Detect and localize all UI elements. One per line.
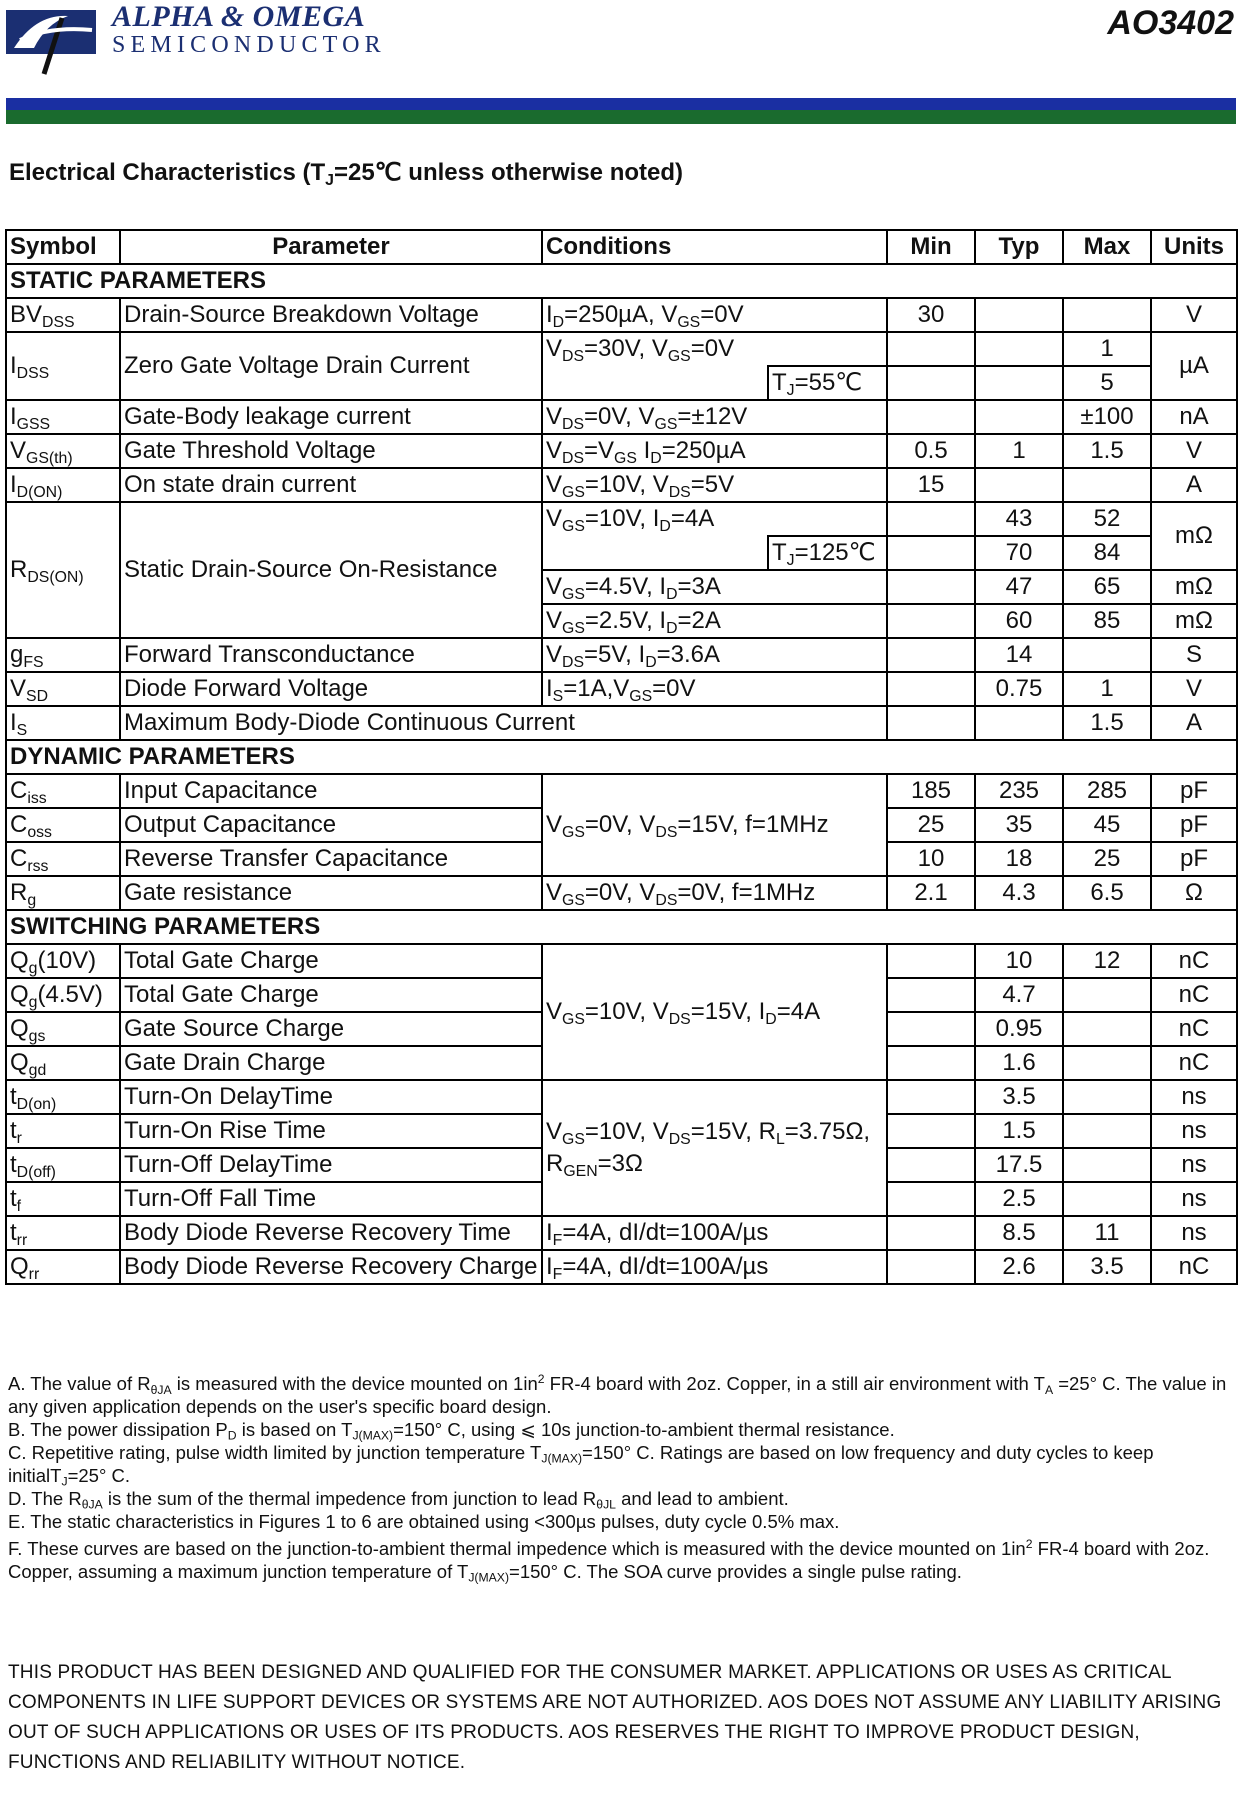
table-row: [6, 1250, 1237, 1284]
max-cell: [1063, 1012, 1151, 1046]
max-cell: [1063, 468, 1151, 502]
conditions-cell: $V_{GS}=4.5V$, $I_D=3A$: [542, 570, 887, 604]
parameter-cell: Gate Source Charge: [120, 1012, 542, 1046]
disclaimer: [8, 1658, 1234, 1778]
typ-cell: [975, 706, 1063, 740]
symbol-cell: $Q_{gs}$: [6, 1012, 120, 1046]
typ-cell: 1.6: [975, 1046, 1063, 1080]
symbol-cell: $Q_g(4.5V)$: [6, 978, 120, 1012]
note-d: D. The $R_{\theta JA}$ is the sum of the thermal impedence from junction to lead $R_{\theta JL}$ and lead to ambient.: [8, 1488, 789, 1512]
min-cell: 10: [887, 842, 975, 876]
parameter-cell: Drain-Source Breakdown Voltage: [120, 298, 542, 332]
conditions-cell: $I_D=250\mu A$, $V_{GS}=0V$: [542, 298, 887, 332]
unit-cell: pF: [1151, 774, 1237, 808]
typ-cell: 10: [975, 944, 1063, 978]
min-cell: [887, 1080, 975, 1114]
note-b: B. The power dissipation $P_D$ is based on $T_{J(MAX)}=150^\circ$ C, using ⩽ 10s junction-to-ambient thermal resistance.: [8, 1419, 895, 1443]
symbol-cell: $V_{SD}$: [6, 672, 120, 706]
table-row: [6, 1080, 1237, 1114]
table-row: [6, 876, 1237, 910]
max-cell: 45: [1063, 808, 1151, 842]
symbol-cell: $C_{rss}$: [6, 842, 120, 876]
conditions-cell: $V_{GS}=2.5V$, $I_D=2A$: [542, 604, 887, 638]
symbol-cell: $Q_{rr}$: [6, 1250, 120, 1284]
max-cell: 5: [1063, 366, 1151, 400]
conditions-cell-blank: [542, 536, 768, 570]
conditions-cell: $I_F=4A$, dI/dt=100A/µs: [542, 1250, 887, 1284]
note-f: F. These curves are based on the junction-to-ambient thermal impedence which is measured with the device mounted on $1in^2$ FR-4 board with 2oz. Copper, assuming a maximum junction temperature of $T_{J(MAX)}=150^\circ$ C. The SOA curve provides a single pulse rating.: [8, 1537, 1210, 1585]
header-max: Max: [1063, 230, 1151, 264]
typ-cell: 1: [975, 434, 1063, 468]
symbol-cell: $Q_{gd}$: [6, 1046, 120, 1080]
disclaimer-line: OUT OF SUCH APPLICATIONS OR USES OF ITS PRODUCTS. AOS RESERVES THE RIGHT TO IMPROVE PRODUCT DESIGN,: [8, 1722, 1140, 1743]
symbol-cell: $C_{oss}$: [6, 808, 120, 842]
max-cell: 12: [1063, 944, 1151, 978]
typ-cell: 235: [975, 774, 1063, 808]
max-cell: 84: [1063, 536, 1151, 570]
max-cell: 6.5: [1063, 876, 1151, 910]
max-cell: 25: [1063, 842, 1151, 876]
typ-cell: 18: [975, 842, 1063, 876]
typ-cell: 60: [975, 604, 1063, 638]
max-cell: 1.5: [1063, 434, 1151, 468]
conditions-cell: $V_{GS}=10V$, $V_{DS}=5V$: [542, 468, 887, 502]
min-cell: [887, 638, 975, 672]
table-row: [6, 638, 1237, 672]
min-cell: [887, 1182, 975, 1216]
parameter-cell: Turn-Off Fall Time: [120, 1182, 542, 1216]
max-cell: [1063, 298, 1151, 332]
header-units: Units: [1151, 230, 1237, 264]
section-dynamic: DYNAMIC PARAMETERS: [6, 740, 1237, 774]
table-row: [6, 468, 1237, 502]
max-cell: 65: [1063, 570, 1151, 604]
symbol-cell: $R_{DS(ON)}$: [6, 502, 120, 638]
min-cell: [887, 332, 975, 366]
typ-cell: 2.5: [975, 1182, 1063, 1216]
typ-cell: 3.5: [975, 1080, 1063, 1114]
unit-cell: ns: [1151, 1148, 1237, 1182]
max-cell: 85: [1063, 604, 1151, 638]
conditions-cell: $V_{GS}=0V$, $V_{DS}=15V$, f=1MHz: [542, 774, 887, 876]
typ-cell: 0.95: [975, 1012, 1063, 1046]
unit-cell: nC: [1151, 1012, 1237, 1046]
max-cell: [1063, 1182, 1151, 1216]
conditions-cell: $V_{DS}=5V$, $I_D=3.6A$: [542, 638, 887, 672]
note-e: E. The static characteristics in Figures 1 to 6 are obtained using <300µs pulses, duty cycle 0.5% max.: [8, 1511, 840, 1533]
min-cell: [887, 978, 975, 1012]
typ-cell: 70: [975, 536, 1063, 570]
unit-cell: V: [1151, 434, 1237, 468]
unit-cell: A: [1151, 468, 1237, 502]
max-cell: 1: [1063, 332, 1151, 366]
symbol-cell: $I_{GSS}$: [6, 400, 120, 434]
section-row: [6, 264, 1237, 298]
min-cell: [887, 536, 975, 570]
parameter-cell: Input Capacitance: [120, 774, 542, 808]
footnotes: [8, 1368, 1234, 1583]
conditions-cell: $V_{GS}=10V$, $V_{DS}=15V$, $I_D=4A$: [542, 944, 887, 1080]
unit-cell: pF: [1151, 842, 1237, 876]
max-cell: ±100: [1063, 400, 1151, 434]
table-row: [6, 298, 1237, 332]
unit-cell: mΩ: [1151, 502, 1237, 570]
table-row: [6, 774, 1237, 808]
typ-cell: [975, 468, 1063, 502]
parameter-cell: Maximum Body-Diode Continuous Current: [120, 706, 887, 740]
table-row: [6, 434, 1237, 468]
min-cell: [887, 1148, 975, 1182]
table-row: [6, 706, 1237, 740]
unit-cell: S: [1151, 638, 1237, 672]
max-cell: [1063, 1114, 1151, 1148]
symbol-cell: $V_{GS(th)}$: [6, 434, 120, 468]
typ-cell: 43: [975, 502, 1063, 536]
parameter-cell: Gate Drain Charge: [120, 1046, 542, 1080]
typ-cell: 4.7: [975, 978, 1063, 1012]
disclaimer-line: THIS PRODUCT HAS BEEN DESIGNED AND QUALIFIED FOR THE CONSUMER MARKET. APPLICATIONS OR USES AS CRITICAL: [8, 1662, 1172, 1683]
parameter-cell: Body Diode Reverse Recovery Time: [120, 1216, 542, 1250]
symbol-cell: $I_{DSS}$: [6, 332, 120, 400]
max-cell: [1063, 638, 1151, 672]
section-static: STATIC PARAMETERS: [6, 264, 1237, 298]
unit-cell: ns: [1151, 1216, 1237, 1250]
max-cell: 1: [1063, 672, 1151, 706]
table-header-row: [6, 230, 1237, 264]
header-parameter: Parameter: [120, 230, 542, 264]
header-band-green: [6, 110, 1236, 124]
unit-cell: mΩ: [1151, 570, 1237, 604]
parameter-cell: Gate Threshold Voltage: [120, 434, 542, 468]
min-cell: [887, 672, 975, 706]
header-band-blue: [6, 98, 1236, 110]
unit-cell: nC: [1151, 978, 1237, 1012]
min-cell: [887, 366, 975, 400]
unit-cell: mΩ: [1151, 604, 1237, 638]
min-cell: [887, 1114, 975, 1148]
typ-cell: 14: [975, 638, 1063, 672]
conditions-cell: $I_F=4A$, dI/dt=100A/µs: [542, 1216, 887, 1250]
unit-cell: Ω: [1151, 876, 1237, 910]
symbol-cell: $I_S$: [6, 706, 120, 740]
parameter-cell: On state drain current: [120, 468, 542, 502]
min-cell: [887, 1046, 975, 1080]
symbol-cell: $Q_g(10V)$: [6, 944, 120, 978]
max-cell: 3.5: [1063, 1250, 1151, 1284]
typ-cell: 1.5: [975, 1114, 1063, 1148]
unit-cell: ns: [1151, 1182, 1237, 1216]
min-cell: [887, 502, 975, 536]
max-cell: [1063, 1148, 1151, 1182]
parameter-cell: Gate-Body leakage current: [120, 400, 542, 434]
symbol-cell: $g_{FS}$: [6, 638, 120, 672]
parameter-cell: Static Drain-Source On-Resistance: [120, 502, 542, 638]
page-title: Electrical Characteristics ($T_J=25℃$ unless otherwise noted): [9, 159, 684, 189]
table-row: [6, 1216, 1237, 1250]
symbol-cell: $I_{D(ON)}$: [6, 468, 120, 502]
brand-subtitle: SEMICONDUCTOR: [112, 32, 386, 58]
symbol-cell: $t_f$: [6, 1182, 120, 1216]
typ-cell: 47: [975, 570, 1063, 604]
conditions-cell: $V_{DS}=0V$, $V_{GS}=\pm 12V$: [542, 400, 887, 434]
max-cell: 1.5: [1063, 706, 1151, 740]
min-cell: [887, 604, 975, 638]
table-row: [6, 400, 1237, 434]
min-cell: [887, 570, 975, 604]
unit-cell: A: [1151, 706, 1237, 740]
conditions-cell: $I_S=1A,V_{GS}=0V$: [542, 672, 887, 706]
min-cell: [887, 1216, 975, 1250]
table-row: [6, 502, 1237, 536]
typ-cell: [975, 400, 1063, 434]
temperature-condition-cell: $T_J=125℃$: [768, 536, 887, 570]
part-number: AO3402: [1107, 4, 1234, 42]
conditions-cell-blank: [542, 366, 768, 400]
unit-cell: pF: [1151, 808, 1237, 842]
header-conditions: Conditions: [542, 230, 887, 264]
typ-cell: [975, 298, 1063, 332]
typ-cell: 35: [975, 808, 1063, 842]
symbol-cell: $C_{iss}$: [6, 774, 120, 808]
unit-cell: V: [1151, 672, 1237, 706]
parameter-cell: Turn-Off DelayTime: [120, 1148, 542, 1182]
note-c: C. Repetitive rating, pulse width limited by junction temperature $T_{J(MAX)}=150^\circ$ C. Ratings are based on low frequency and duty cycles to keep initialT$_J$=25° C.: [8, 1442, 1154, 1489]
parameter-cell: Reverse Transfer Capacitance: [120, 842, 542, 876]
table-row: [6, 672, 1237, 706]
max-cell: [1063, 978, 1151, 1012]
max-cell: [1063, 1046, 1151, 1080]
symbol-cell: $t_r$: [6, 1114, 120, 1148]
unit-cell: V: [1151, 298, 1237, 332]
parameter-cell: Turn-On Rise Time: [120, 1114, 542, 1148]
section-row: [6, 910, 1237, 944]
conditions-cell: $V_{GS}=10V$, $V_{DS}=15V$, $R_L=3.75\Omega$, $R_{GEN}=3\Omega$: [542, 1080, 887, 1216]
min-cell: [887, 1250, 975, 1284]
max-cell: 285: [1063, 774, 1151, 808]
table-row: [6, 944, 1237, 978]
max-cell: [1063, 1080, 1151, 1114]
min-cell: [887, 400, 975, 434]
conditions-cell: $V_{GS}=10V$, $I_D=4A$: [542, 502, 887, 536]
symbol-cell: $R_g$: [6, 876, 120, 910]
parameter-cell: Output Capacitance: [120, 808, 542, 842]
note-a: A. The value of $R_{\theta JA}$ is measured with the device mounted on $1in^2$ FR-4 board with 2oz. Copper, in a still air environment with $T_A =25^\circ$ C. The value in any given application depends on the user's specific board design.: [8, 1372, 1227, 1418]
section-switching: SWITCHING PARAMETERS: [6, 910, 1237, 944]
header-min: Min: [887, 230, 975, 264]
min-cell: [887, 706, 975, 740]
parameter-cell: Turn-On DelayTime: [120, 1080, 542, 1114]
max-cell: 11: [1063, 1216, 1151, 1250]
section-row: [6, 740, 1237, 774]
typ-cell: [975, 366, 1063, 400]
typ-cell: 8.5: [975, 1216, 1063, 1250]
parameter-cell: Body Diode Reverse Recovery Charge: [120, 1250, 542, 1284]
min-cell: 185: [887, 774, 975, 808]
min-cell: 25: [887, 808, 975, 842]
temperature-condition-cell: $T_J=55℃$: [768, 366, 887, 400]
unit-cell: ns: [1151, 1114, 1237, 1148]
parameter-cell: Total Gate Charge: [120, 978, 542, 1012]
symbol-cell: $t_{D(off)}$: [6, 1148, 120, 1182]
parameter-cell: Forward Transconductance: [120, 638, 542, 672]
min-cell: 2.1: [887, 876, 975, 910]
symbol-cell: $t_{D(on)}$: [6, 1080, 120, 1114]
typ-cell: 17.5: [975, 1148, 1063, 1182]
brand-name: ALPHA & OMEGA: [112, 0, 366, 33]
conditions-cell: $V_{DS}=30V$, $V_{GS}=0V$: [542, 332, 887, 366]
header-symbol: Symbol: [6, 230, 120, 264]
unit-cell: nC: [1151, 944, 1237, 978]
disclaimer-line: FUNCTIONS AND RELIABILITY WITHOUT NOTICE.: [8, 1752, 466, 1773]
min-cell: 30: [887, 298, 975, 332]
table-row: [6, 332, 1237, 366]
typ-cell: 2.6: [975, 1250, 1063, 1284]
min-cell: [887, 944, 975, 978]
header-typ: Typ: [975, 230, 1063, 264]
unit-cell: nC: [1151, 1250, 1237, 1284]
conditions-cell: $V_{DS}=V_{GS}$ $I_D=250\mu A$: [542, 434, 887, 468]
parameter-cell: Zero Gate Voltage Drain Current: [120, 332, 542, 400]
electrical-characteristics-table: [5, 229, 1238, 1285]
unit-cell: nC: [1151, 1046, 1237, 1080]
min-cell: [887, 1012, 975, 1046]
unit-cell: nA: [1151, 400, 1237, 434]
max-cell: 52: [1063, 502, 1151, 536]
parameter-cell: Diode Forward Voltage: [120, 672, 542, 706]
min-cell: 15: [887, 468, 975, 502]
min-cell: 0.5: [887, 434, 975, 468]
parameter-cell: Gate resistance: [120, 876, 542, 910]
typ-cell: [975, 332, 1063, 366]
parameter-cell: Total Gate Charge: [120, 944, 542, 978]
aos-logo-icon: [6, 4, 100, 76]
conditions-cell: $V_{GS}=0V$, $V_{DS}=0V$, f=1MHz: [542, 876, 887, 910]
typ-cell: 0.75: [975, 672, 1063, 706]
symbol-cell: $BV_{DSS}$: [6, 298, 120, 332]
symbol-cell: $t_{rr}$: [6, 1216, 120, 1250]
disclaimer-line: COMPONENTS IN LIFE SUPPORT DEVICES OR SYSTEMS ARE NOT AUTHORIZED. AOS DOES NOT ASSUME ANY LIABILITY ARISING: [8, 1692, 1222, 1713]
unit-cell: ns: [1151, 1080, 1237, 1114]
typ-cell: 4.3: [975, 876, 1063, 910]
unit-cell: µA: [1151, 332, 1237, 400]
